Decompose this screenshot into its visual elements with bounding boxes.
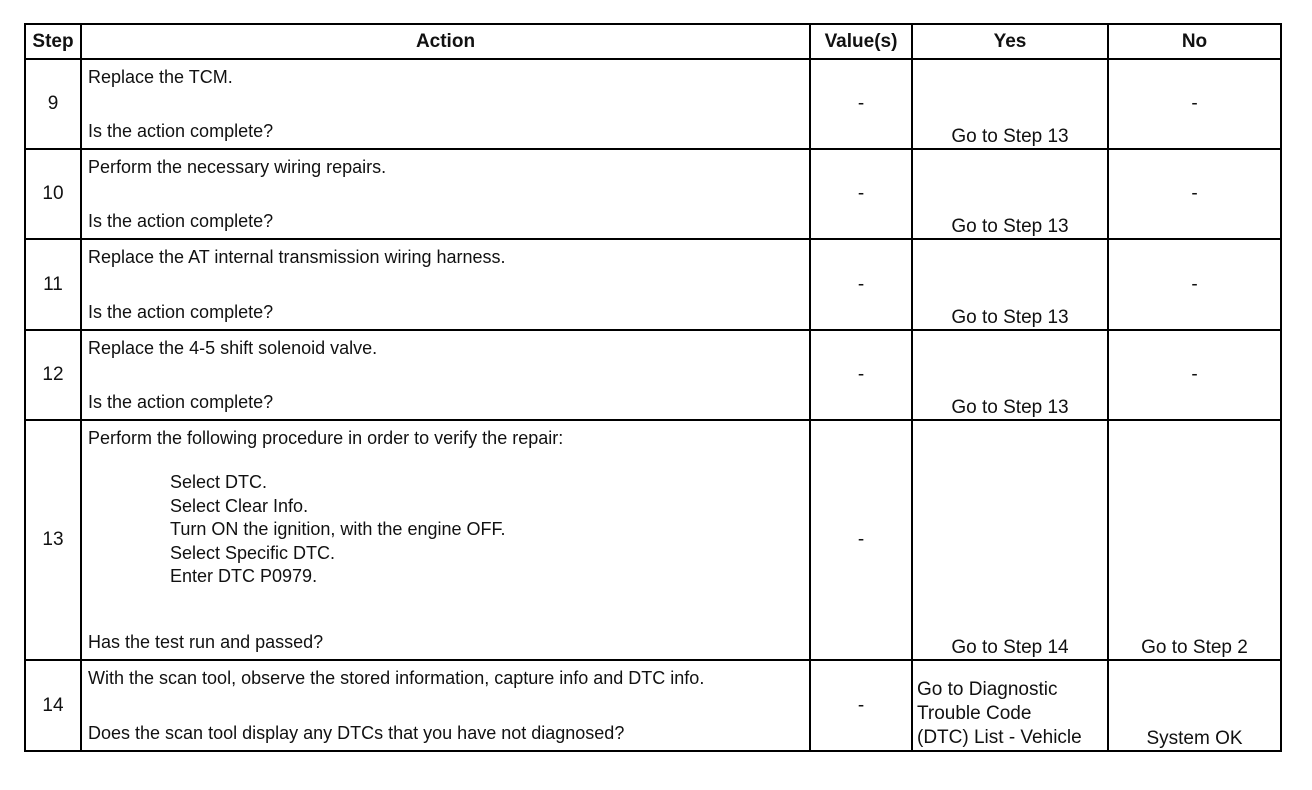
substep-item: Enter DTC P0979.: [170, 566, 318, 586]
step-number: 13: [25, 420, 81, 660]
yes-cell: Go to Step 14: [912, 420, 1108, 660]
substep-item: Turn ON the ignition, with the engine OFF.: [170, 519, 506, 539]
table-row: [25, 239, 1281, 330]
step-number: 10: [25, 149, 81, 239]
step-number: 12: [25, 330, 81, 420]
substep-item: Select Specific DTC.: [170, 542, 336, 563]
yes-cell: Go to Step 13: [912, 330, 1108, 420]
yes-cell: Go to Step 13: [912, 59, 1108, 149]
yes-line: (DTC) List - Vehicle: [917, 727, 1082, 748]
no-cell: System OK: [1108, 660, 1281, 751]
table-row: [25, 660, 1281, 751]
header-row: [25, 24, 1281, 59]
yes-line: Go to Diagnostic: [917, 679, 1058, 700]
yes-line: Trouble Code: [917, 703, 1032, 724]
yes-cell: [912, 660, 1108, 751]
step-number: 11: [25, 239, 81, 330]
action-question: Has the test run and passed?: [88, 632, 324, 652]
action-question: Is the action complete?: [88, 392, 274, 412]
action-question: Does the scan tool display any DTCs that you have not diagnosed?: [88, 723, 625, 743]
no-cell: Go to Step 2: [1108, 420, 1281, 660]
table-row: [25, 59, 1281, 149]
no-cell: -: [1108, 239, 1281, 330]
header-step: Step: [25, 24, 81, 59]
action-cell: [81, 59, 810, 149]
value-cell: -: [810, 239, 912, 330]
action-cell: [81, 420, 810, 660]
diagnostic-table: [24, 23, 1282, 752]
table-row: [25, 149, 1281, 239]
header-yes: Yes: [912, 24, 1108, 59]
no-cell: -: [1108, 330, 1281, 420]
substep-item: Select Clear Info.: [170, 495, 309, 516]
action-cell: [81, 660, 810, 751]
action-text: Replace the 4-5 shift solenoid valve.: [88, 338, 378, 358]
procedure-substeps: [82, 471, 809, 589]
action-text: Replace the AT internal transmission wiring harness.: [88, 247, 506, 267]
no-cell: -: [1108, 149, 1281, 239]
value-cell: -: [810, 420, 912, 660]
yes-cell: Go to Step 13: [912, 239, 1108, 330]
header-values: Value(s): [810, 24, 912, 59]
action-text: Replace the TCM.: [88, 67, 233, 87]
action-cell: [81, 149, 810, 239]
action-question: Is the action complete?: [88, 121, 274, 141]
table-row: [25, 330, 1281, 420]
table-row: [25, 420, 1281, 660]
step-number: 9: [25, 59, 81, 149]
header-action: Action: [81, 24, 810, 59]
step-number: 14: [25, 660, 81, 751]
value-cell: -: [810, 330, 912, 420]
action-cell: [81, 330, 810, 420]
action-text: With the scan tool, observe the stored information, capture info and DTC info.: [88, 668, 705, 688]
yes-cell: Go to Step 13: [912, 149, 1108, 239]
action-text: Perform the necessary wiring repairs.: [88, 157, 387, 177]
action-text: Perform the following procedure in order to verify the repair:: [88, 428, 564, 448]
value-cell: -: [810, 660, 912, 751]
value-cell: -: [810, 149, 912, 239]
substep-item: Select DTC.: [170, 472, 268, 492]
no-cell: -: [1108, 59, 1281, 149]
action-question: Is the action complete?: [88, 302, 274, 322]
action-question: Is the action complete?: [88, 211, 274, 231]
value-cell: -: [810, 59, 912, 149]
action-cell: [81, 239, 810, 330]
header-no: No: [1108, 24, 1281, 59]
